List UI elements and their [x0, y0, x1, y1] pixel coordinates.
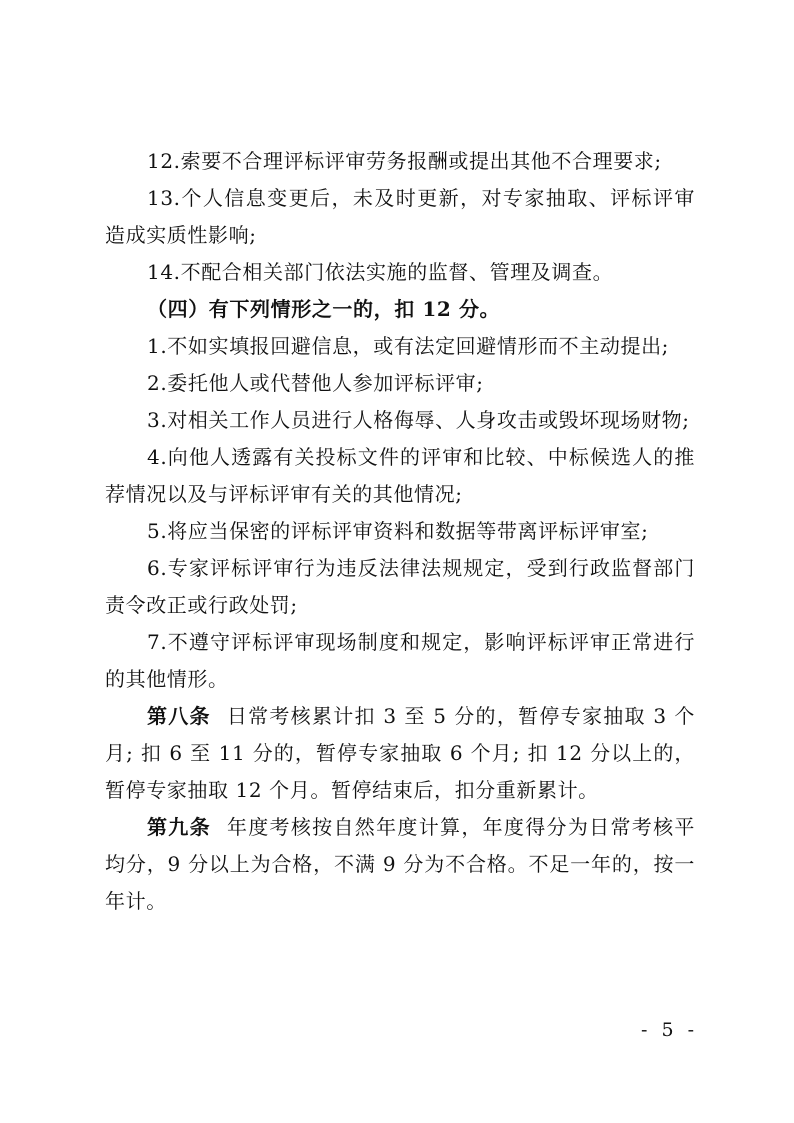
list-item: 3.对相关工作人员进行人格侮辱、人身攻击或毁坏现场财物; — [147, 408, 690, 432]
section-heading: （四）有下列情形之一的，扣 12 分。 — [147, 297, 501, 321]
list-item: 14.不配合相关部门依法实施的监督、管理及调查。 — [147, 260, 614, 284]
article-text: 年度考核按自然年度计算，年度得分为日常考核平均分，9 分以上为合格，不满 9 分为不合格。不足一年的，按一年计。 — [105, 815, 695, 913]
document-body — [105, 143, 695, 920]
list-item: 4.向他人透露有关投标文件的评审和比较、中标候选人的推荐情况以及与评标评审有关的其他情况; — [105, 445, 695, 506]
list-item: 1.不如实填报回避信息，或有法定回避情形而不主动提出; — [147, 334, 670, 358]
list-item: 12.索要不合理评标评审劳务报酬或提出其他不合理要求; — [147, 149, 662, 173]
list-item: 6.专家评标评审行为违反法律法规规定，受到行政监督部门责令改正或行政处罚; — [105, 556, 695, 617]
article-text: 日常考核累计扣 3 至 5 分的，暂停专家抽取 3 个月; 扣 6 至 11 分的，暂停专家抽取 6 个月; 扣 12 分以上的，暂停专家抽取 12 个月。暂停结束后，扣分重新累计。 — [105, 704, 695, 802]
list-item: 2.委托他人或代替他人参加评标评审; — [147, 371, 484, 395]
list-item: 7.不遵守评标评审现场制度和规定，影响评标评审正常进行的其他情形。 — [105, 630, 695, 691]
article-label: 第九条 — [147, 815, 211, 839]
article-label: 第八条 — [147, 704, 211, 728]
page-number: - 5 - — [640, 1019, 698, 1041]
list-item: 13.个人信息变更后，未及时更新，对专家抽取、评标评审造成实质性影响; — [105, 186, 695, 247]
article-paragraph — [105, 809, 695, 920]
list-item: 5.将应当保密的评标评审资料和数据等带离评标评审室; — [147, 519, 649, 543]
article-paragraph — [105, 698, 695, 809]
